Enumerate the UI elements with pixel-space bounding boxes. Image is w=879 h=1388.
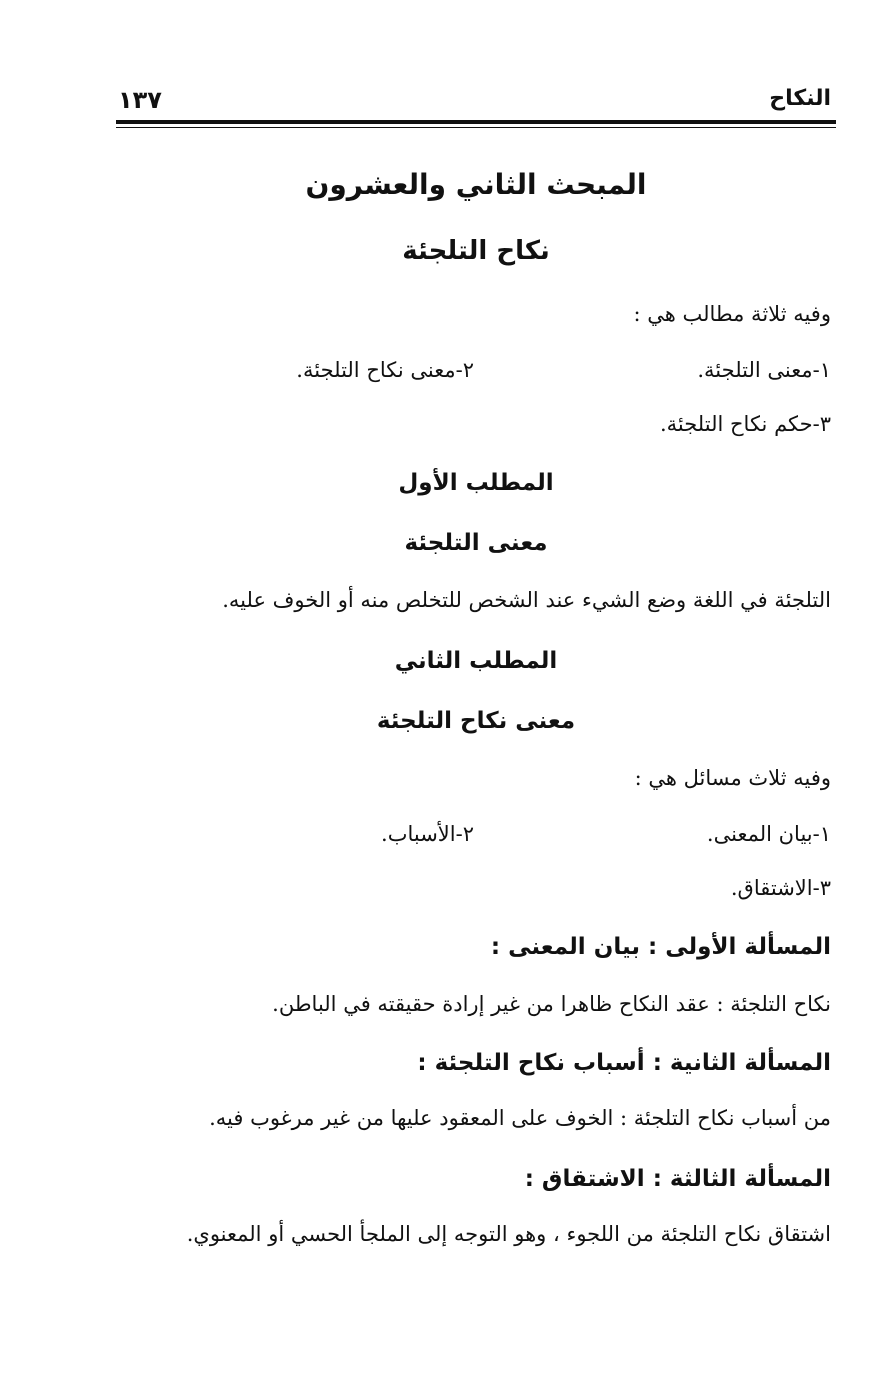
intro-text: وفيه ثلاثة مطالب هي : (633, 302, 831, 326)
chapter-subtitle: نكاح التلجئة (402, 236, 550, 266)
chapter-title: المبحث الثاني والعشرون (305, 168, 647, 201)
issue-heading: المسألة الثانية : أسباب نكاح التلجئة : (417, 1050, 831, 1076)
paragraph: من أسباب نكاح التلجئة : الخوف على المعقود عليها من غير مرغوب فيه. (209, 1106, 831, 1130)
intro-text: وفيه ثلاث مسائل هي : (634, 766, 831, 790)
header-rule-thick (116, 120, 836, 124)
requirement-label: المطلب الثاني (394, 648, 558, 674)
list-item: ٣-الاشتقاق. (730, 876, 831, 900)
page-number: ١٣٧ (118, 86, 162, 114)
requirement-label: المطلب الأول (398, 470, 554, 496)
list-item: ٢-الأسباب. (381, 822, 474, 846)
paragraph: التلجئة في اللغة وضع الشيء عند الشخص للتخلص منه أو الخوف عليه. (222, 588, 831, 612)
paragraph: اشتقاق نكاح التلجئة من اللجوء ، وهو التوجه إلى الملجأ الحسي أو المعنوي. (186, 1222, 831, 1246)
header-rule-thin (116, 127, 836, 128)
paragraph: نكاح التلجئة : عقد النكاح ظاهرا من غير إرادة حقيقته في الباطن. (272, 992, 831, 1016)
requirement-title: معنى التلجئة (404, 530, 548, 556)
intro-item: ١-معنى التلجئة. (697, 358, 831, 382)
issue-heading: المسألة الثالثة : الاشتقاق : (524, 1166, 831, 1192)
requirement-title: معنى نكاح التلجئة (376, 708, 576, 734)
running-title: النكاح (769, 86, 831, 111)
issue-heading: المسألة الأولى : بيان المعنى : (490, 934, 831, 960)
intro-item: ٣-حكم نكاح التلجئة. (659, 412, 831, 436)
list-item: ١-بيان المعنى. (706, 822, 831, 846)
intro-item: ٢-معنى نكاح التلجئة. (296, 358, 474, 382)
